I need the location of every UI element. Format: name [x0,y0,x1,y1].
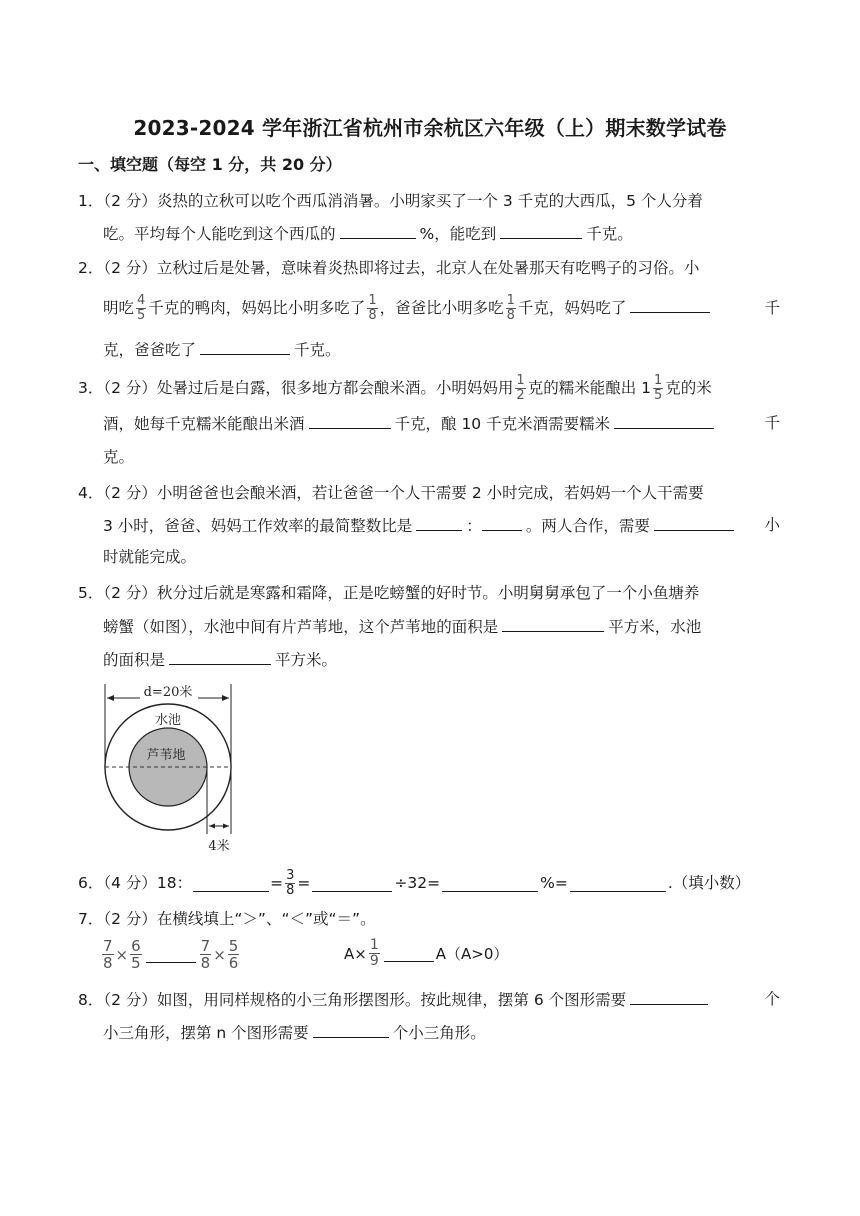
fraction: $\frac{1}{8}$ [506,292,515,323]
q3-line3: 克。 [103,448,135,466]
q1-line1: 1．（2 分）炎热的立秋可以吃个西瓜消消暑。小明家买了一个 3 千克的大西瓜，5 个人分着 [78,192,703,210]
reed-label: 芦苇地 [146,748,186,763]
fraction: $\frac{4}{5}$ [137,292,146,323]
q2-line1: 2．（2 分）立秋过后是处暑，意味着炎热即将过去，北京人在处暑那天有吃鸭子的习俗。小 [78,259,700,277]
q2-line2: 明吃 $\frac{4}{5}$ 千克的鸭肉，妈妈比小明多吃了 $\frac{1}{8}$ ，爸爸比小明多吃 $\frac{1}{8}$ 千克，妈妈吃了 千 [103,292,780,323]
pond-diagram [100,680,240,858]
fraction: $\frac{3}{8}$ [286,867,295,898]
q8-line1: 8．（2 分）如图，用同样规格的小三角形摆图形。按此规律，摆第 6 个图形需要 个 [78,990,780,1009]
answer-blank[interactable] [340,222,416,239]
q6-line: 6．（4 分）18： = $\frac{3}{8}$ = ÷32= %= .（填小数） [78,867,751,898]
compare-blank[interactable] [146,946,196,963]
q5-line3: 的面积是 平方米。 [103,648,780,671]
answer-blank[interactable] [502,615,604,632]
q4-line2: 3 小时，爸爸、妈妈工作效率的最简整数比是 ： 。两人合作，需要 小 [103,516,780,535]
answer-blank[interactable] [416,514,462,531]
fraction: $\frac{1}{2}$ [516,372,525,403]
answer-blank[interactable] [482,514,522,531]
answer-blank[interactable] [193,875,269,892]
fraction: $\frac{7}{8}$ [200,937,211,972]
answer-blank[interactable] [630,296,710,313]
q8-line2: 小三角形，摆第 n 个图形需要 个小三角形。 [103,1021,780,1044]
width-label: 4米 [208,839,230,854]
q7-line: 7．（2 分）在横线填上“＞”、“＜”或“＝”。 [78,910,376,928]
q1-line2: 吃。平均每个人能吃到这个西瓜的 %，能吃到 千克。 [103,222,780,245]
fraction: $\frac{1}{9}$ [369,937,379,969]
q5-line2: 螃蟹（如图），水池中间有片芦苇地，这个芦苇地的面积是 平方米，水池 [103,615,780,638]
fraction: $\frac{1}{8}$ [368,292,377,323]
answer-blank[interactable] [312,875,392,892]
answer-blank[interactable] [200,338,290,355]
fraction: $\frac{6}{5}$ [131,937,141,972]
exam-title: 2023-2024 学年浙江省杭州市余杭区六年级（上）期末数学试卷 [133,116,727,140]
answer-blank[interactable] [630,988,708,1005]
q5-line1: 5．（2 分）秋分过后就是寒露和霜降，正是吃螃蟹的好时节。小明舅舅承包了一个小鱼塘养 [78,584,700,602]
q3-line2: 酒，她每千克糯米能酿出米酒 千克，酿 10 千克米酒需要糯米 千 [103,414,780,433]
answer-blank[interactable] [169,648,271,665]
compare-blank[interactable] [384,945,434,962]
answer-blank[interactable] [442,875,538,892]
q2-line3: 克，爸爸吃了 千克。 [103,338,780,361]
answer-blank[interactable] [614,412,714,429]
diameter-label: d=20米 [143,685,193,700]
fraction: $\frac{5}{6}$ [228,937,239,972]
answer-blank[interactable] [500,222,582,239]
answer-blank[interactable] [313,1021,389,1038]
fraction: $\frac{7}{8}$ [103,937,113,972]
answer-blank[interactable] [309,412,391,429]
fraction: $\frac{1}{5}$ [653,372,663,403]
q7-expression-1: $\frac{7}{8}$ × $\frac{6}{5}$ $\frac{7}{8}$ × $\frac{5}{6}$ [103,937,239,972]
q4-line1: 4．（2 分）小明爸爸也会酿米酒，若让爸爸一个人干需要 2 小时完成，若妈妈一个人干需要 [78,484,704,502]
answer-blank[interactable] [654,514,734,531]
section-heading-fill-blank: 一、填空题（每空 1 分，共 20 分） [78,155,342,174]
q4-line3: 时就能完成。 [103,548,197,566]
answer-blank[interactable] [570,875,666,892]
q3-line1: 3．（2 分）处暑过后是白露，很多地方都会酿米酒。小明妈妈用 $\frac{1}{2}$ 克的糯米能酿出 1 $\frac{1}{5}$ 克的米 [78,372,712,403]
q7-expression-2: A× $\frac{1}{9}$ A（A>0） [344,937,509,969]
pool-label: 水池 [154,713,182,728]
